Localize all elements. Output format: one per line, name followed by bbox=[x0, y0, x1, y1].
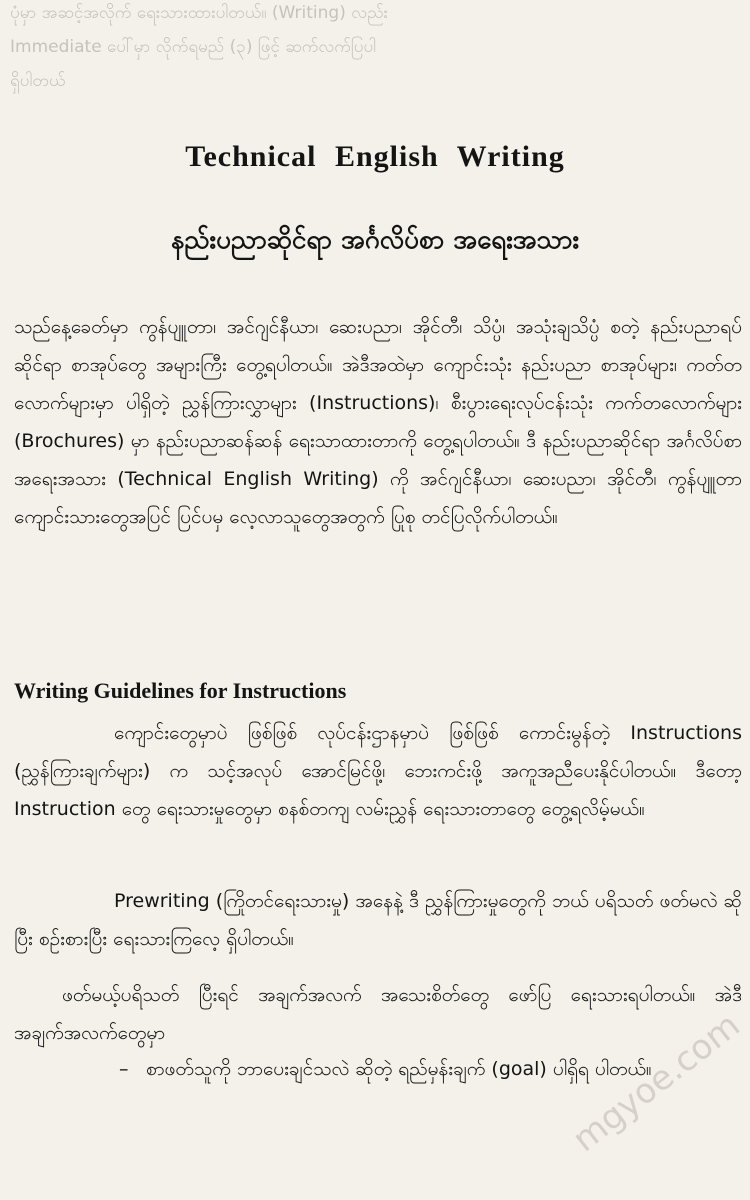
bleed-through-line-2: Immediate ပေါ်မှာ လိုက်ရမည် (၃) ဖြင့် ဆက်လက်ပြပါ bbox=[10, 37, 377, 57]
intro-paragraph: သည်နေ့ခေတ်မှာ ကွန်ပျူတာ၊ အင်ဂျင်နီယာ၊ ဆေးပညာ၊ အိုင်တီ၊ သိပ္ပံ၊ အသုံးချသိပ္ပံ စတဲ့ နည်းပညာရပ်ဆိုင်ရာ စာအုပ်တွေ အများကြီး တွေ့ရပါတယ်။ အဲဒီအထဲမှာ ကျောင်းသုံး နည်းပညာ စာအုပ်များ၊ ကတ်တလောက်များမှာ ပါရှိတဲ့ ညွှန်ကြားလွှာများ (Instructions)၊ စီးပွားရေးလုပ်ငန်းသုံး ကက်တလောက်များ (Brochures) မှာ နည်းပညာဆန်ဆန် ရေးသာထားတာကို တွေ့ရပါတယ်။ ဒီ နည်းပညာဆိုင်ရာ အင်္ဂလိပ်စာ အရေးအသား (Technical English Writing) ကို အင်ဂျင်နီယာ၊ ဆေးပညာ၊ အိုင်တီ၊ ကွန်ပျူတာ ကျောင်းသားတွေအပြင် ပြင်ပမှ လေ့လာသူတွေအတွက် ပြုစု တင်ပြလိုက်ပါတယ်။ bbox=[14, 316, 742, 528]
bullet-marker: – bbox=[119, 1058, 129, 1080]
page-subtitle: နည်းပညာဆိုင်ရာ အင်္ဂလိပ်စာ အရေးအသား bbox=[170, 225, 580, 255]
guidelines-paragraph-3: ဖတ်မယ့်ပရိသတ် ပြီးရင် အချက်အလက် အသေးစိတ်တွေ ဖော်ပြ ရေးသားရပါတယ်။ အဲဒီ အချက်အလက်တွေမှာ bbox=[14, 984, 742, 1044]
section-heading: Writing Guidelines for Instructions bbox=[14, 678, 347, 703]
page-title: Technical English Writing bbox=[185, 140, 565, 173]
watermark: mgyoe.com bbox=[565, 1005, 748, 1160]
guidelines-paragraph-2: Prewriting (ကြိုတင်ရေးသားမှု) အနေနဲ့ ဒီ ညွှန်ကြားမှုတွေကို ဘယ် ပရိသတ် ဖတ်မလဲ ဆိုပြီး စဉ်းစားပြီး ရေးသားကြလေ့ ရှိပါတယ်။ bbox=[14, 890, 742, 950]
bullet-text: စာဖတ်သူကို ဘာပေးချင်သလဲ ဆိုတဲ့ ရည်မှန်းချက် (goal) ပါရှိရ ပါတယ်။ bbox=[146, 1058, 652, 1080]
guidelines-paragraph-1: ကျောင်းတွေမှာပဲ ဖြစ်ဖြစ် လုပ်ငန်းဌာနမှာပဲ ဖြစ်ဖြစ် ကောင်းမွန်တဲ့ Instructions (ညွှန်ကြားချက်များ) က သင့်အလုပ် အောင်မြင်ဖို့၊ ဘေးကင်းဖို့ အကူအညီပေးနိုင်ပါတယ်။ ဒီတော့ Instruction တွေ ရေးသားမှုတွေမှာ စနစ်တကျ လမ်းညွှန် ရေးသားတာတွေ တွေ့ရလိမ့်မယ်။ bbox=[14, 722, 742, 820]
bleed-through-line-3: ရှိပါတယ် bbox=[10, 71, 66, 91]
bleed-through-line-1: ပုံမှာ အဆင့်အလိုက် ရေးသားထားပါတယ်။ (Writing) လည်း bbox=[10, 3, 388, 23]
